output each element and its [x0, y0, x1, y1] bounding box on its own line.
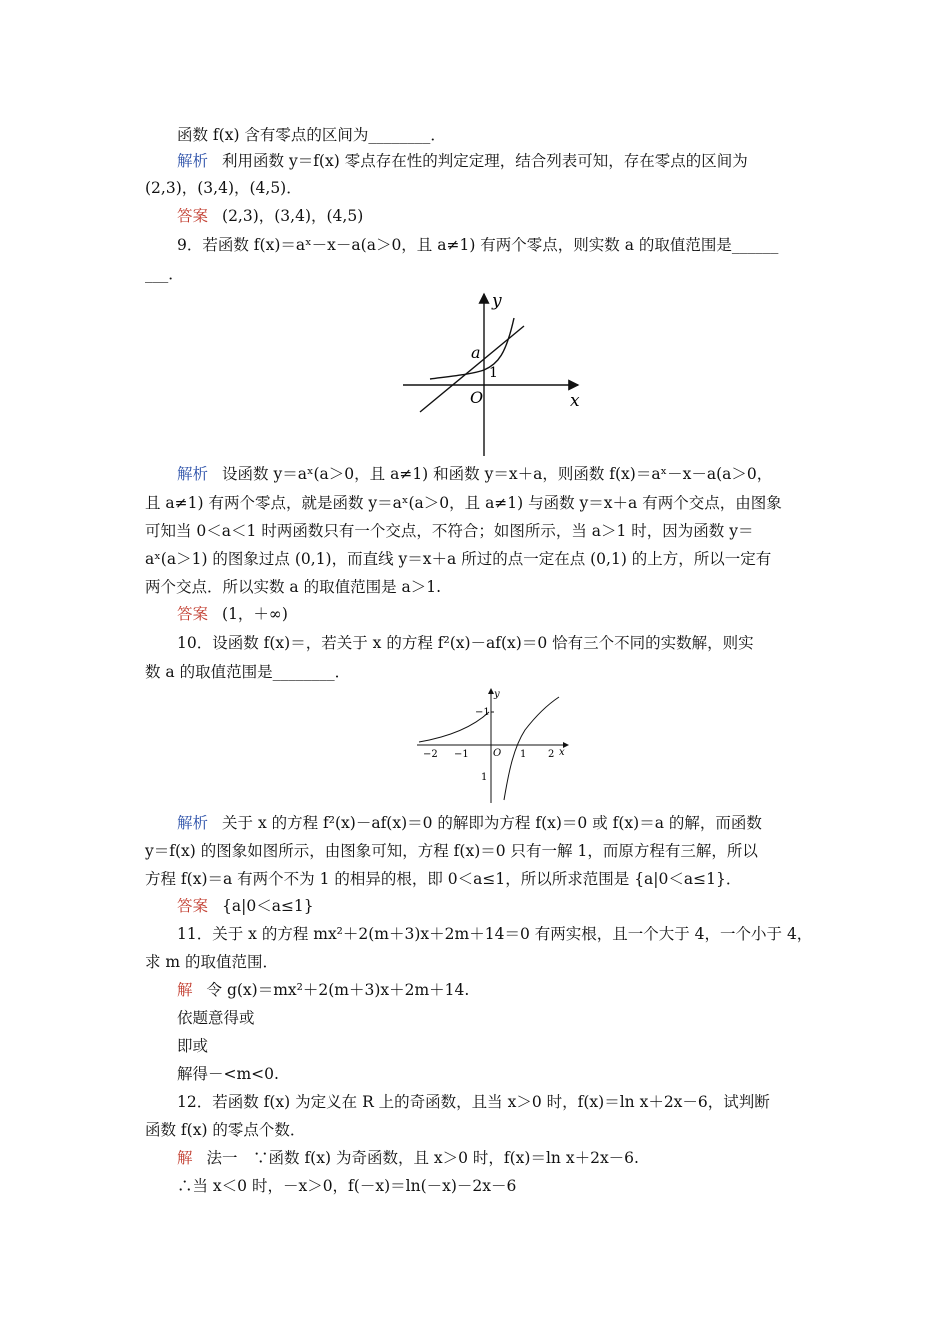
- x-label: x: [570, 391, 580, 411]
- text-line: (2,3)，(3,4)，(4,5)．: [145, 179, 302, 197]
- tick-label: −1: [475, 707, 490, 718]
- text-line: 求 m 的取值范围．: [145, 953, 279, 971]
- question-11: 11．关于 x 的方程 mx²＋2(m＋3)x＋2m＋14＝0 有两实根，且一个大于 4，一个小于 4，: [177, 925, 813, 943]
- text-line: 可知当 0＜a＜1 时两函数只有一个交点，不符合；如图所示，当 a＞1 时，因为函数 y＝: [145, 522, 754, 540]
- text-line: 且 a≠1) 有两个零点，就是函数 y＝aˣ(a＞0，且 a≠1) 与函数 y＝x＋a 有两个交点，由图象: [145, 494, 782, 512]
- analysis-line: 解析 设函数 y＝aˣ(a＞0，且 a≠1) 和函数 y＝x＋a，则函数 f(x)＝aˣ－x－a(a＞0，: [177, 465, 773, 483]
- solution-line: 解 法一 ∵函数 f(x) 为奇函数，且 x＞0 时，f(x)＝ln x＋2x－6.: [177, 1149, 639, 1167]
- answer-line: 答案 (1，＋∞): [177, 605, 288, 623]
- one-label: 1: [489, 365, 498, 381]
- tick-label: 1: [520, 749, 527, 760]
- answer-label: 答案: [177, 897, 209, 915]
- analysis-label: 解析: [177, 814, 209, 832]
- question-12: 12．若函数 f(x) 为定义在 R 上的奇函数，且当 x＞0 时，f(x)＝ln x＋2x－6，试判断: [177, 1093, 770, 1111]
- answer-line: 答案 {a|0＜a≤1}: [177, 897, 314, 915]
- text-line: 解得－<m<0.: [177, 1065, 279, 1083]
- tick-label: −2: [423, 749, 438, 760]
- text-line: 即或: [177, 1037, 209, 1055]
- figure-exponential-line: [398, 288, 588, 458]
- origin-label: O: [470, 388, 484, 407]
- tick-label: 1: [481, 772, 488, 783]
- question-9: 9．若函数 f(x)＝aˣ－x－a(a＞0，且 a≠1) 有两个零点，则实数 a 的取值范围是______: [177, 236, 779, 254]
- question-10: 10．设函数 f(x)＝，若关于 x 的方程 f²(x)－af(x)＝0 恰有三个不同的实数解，则实: [177, 634, 754, 652]
- text-line: ∴当 x＜0 时，－x＞0，f(－x)＝ln(－x)－2x－6: [177, 1177, 517, 1195]
- origin-label: O: [493, 748, 502, 759]
- y-label: y: [494, 689, 500, 700]
- answer-line: 答案 (2,3)，(3,4)，(4,5): [177, 207, 364, 225]
- text-line: 方程 f(x)＝a 有两个不为 1 的相异的根，即 0＜a≤1，所以所求范围是 {a|0＜a≤1}．: [145, 870, 742, 888]
- figure-piecewise: [413, 685, 573, 807]
- analysis-label: 解析: [177, 465, 209, 483]
- text-line: 数 a 的取值范围是________．: [145, 663, 351, 681]
- tick-label: −1: [454, 749, 469, 760]
- text-line: 函数 f(x) 的零点个数．: [145, 1121, 306, 1139]
- y-label: y: [492, 291, 502, 311]
- analysis-label: 解析: [177, 152, 209, 170]
- analysis-line: 解析 利用函数 y＝f(x) 零点存在性的判定定理，结合列表可知，存在零点的区间为: [177, 152, 748, 170]
- text-line: 函数 f(x) 含有零点的区间为________．: [177, 126, 446, 144]
- text-line: aˣ(a＞1) 的图象过点 (0,1)，而直线 y＝x＋a 所过的点一定在点 (0,1) 的上方，所以一定有: [145, 550, 772, 568]
- tick-label: 2: [548, 749, 555, 760]
- text-line: y＝f(x) 的图象如图所示，由图象可知，方程 f(x)＝0 只有一解 1，而原方程有三解，所以: [145, 842, 758, 860]
- solution-line: 解 令 g(x)＝mx²＋2(m＋3)x＋2m＋14.: [177, 981, 470, 999]
- text-line: ___．: [145, 265, 184, 283]
- answer-label: 答案: [177, 207, 209, 225]
- x-label: x: [559, 747, 565, 758]
- text-line: 依题意得或: [177, 1009, 255, 1027]
- a-label: a: [471, 343, 481, 362]
- answer-label: 答案: [177, 605, 209, 623]
- solution-label: 解: [177, 1149, 193, 1167]
- solution-label: 解: [177, 981, 193, 999]
- analysis-line: 解析 关于 x 的方程 f²(x)－af(x)＝0 的解即为方程 f(x)＝0 或 f(x)＝a 的解，而函数: [177, 814, 762, 832]
- text-line: 两个交点．所以实数 a 的取值范围是 a＞1.: [145, 578, 442, 596]
